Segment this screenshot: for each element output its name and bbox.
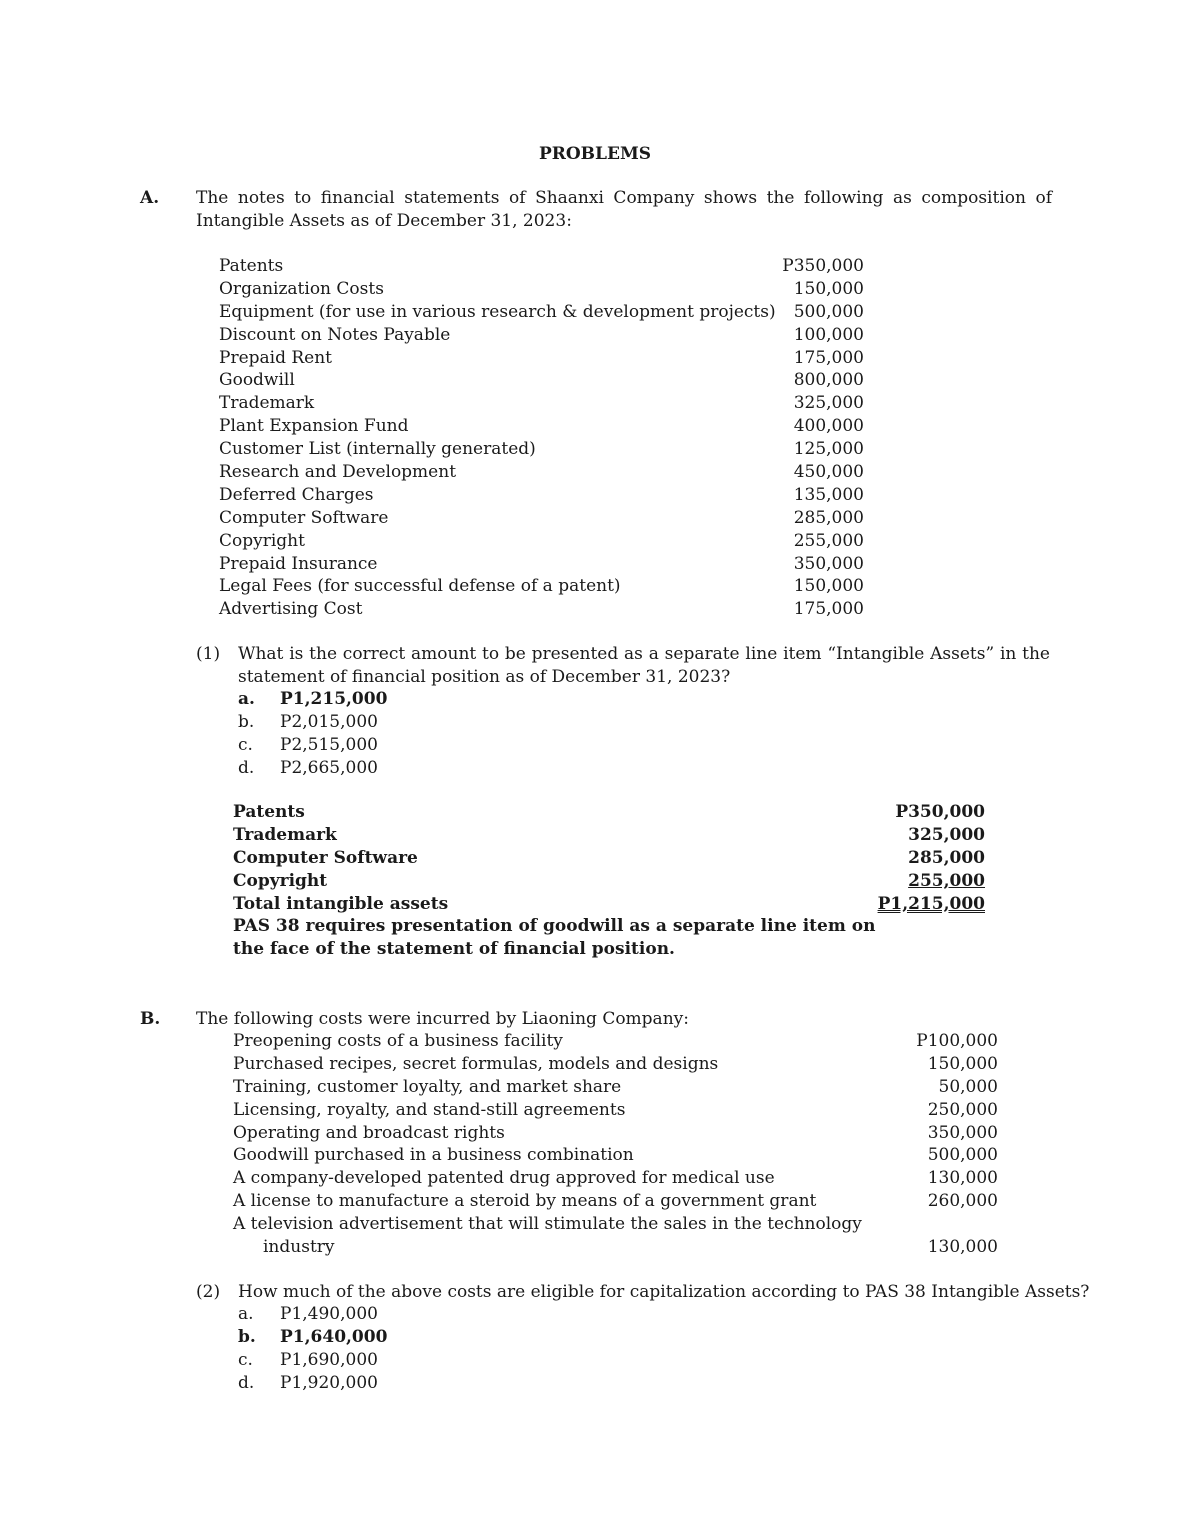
item-label: Organization Costs: [219, 278, 384, 299]
item-amount: 350,000: [927, 1122, 998, 1143]
list-item: [219, 461, 864, 484]
question-1-text: What is the correct amount to be presented as a separate line item “Intangible Assets” in the statement of financial position as of December 31, 2023?: [238, 644, 1050, 687]
list-item: [219, 415, 864, 438]
list-item: [219, 598, 864, 621]
item-label: Operating and broadcast rights: [233, 1122, 505, 1143]
list-item: [233, 1030, 998, 1053]
choice-b: b. P1,640,000: [238, 1326, 388, 1347]
item-amount: 400,000: [793, 416, 864, 437]
item-label: Copyright: [219, 530, 305, 551]
item-label: industry: [263, 1237, 335, 1258]
solution-amount: 285,000: [908, 847, 985, 868]
item-amount: P350,000: [782, 256, 864, 276]
solution-amount: P350,000: [895, 802, 985, 822]
item-label: Equipment (for use in various research & development projects): [219, 301, 776, 322]
item-label: Purchased recipes, secret formulas, models and designs: [233, 1053, 719, 1074]
solution-label: Patents: [233, 802, 305, 822]
item-amount: 285,000: [793, 507, 864, 528]
item-amount: 350,000: [793, 553, 864, 574]
choice-c: c. P1,690,000: [238, 1349, 378, 1370]
item-amount: 250,000: [927, 1099, 998, 1120]
list-item: [219, 438, 864, 461]
item-amount: 260,000: [927, 1191, 998, 1212]
list-item: [219, 369, 864, 392]
solution-label: Copyright: [233, 870, 328, 891]
item-amount: 175,000: [793, 599, 864, 620]
section-a-label: A.: [140, 188, 160, 208]
item-label: Plant Expansion Fund: [219, 416, 409, 437]
item-label: Preopening costs of a business facility: [233, 1031, 563, 1051]
item-amount: 500,000: [793, 301, 864, 322]
list-item: [233, 1076, 998, 1099]
list-item-multiline: [233, 1213, 998, 1236]
solution-table: [233, 801, 985, 961]
question-1-number: (1): [196, 644, 221, 664]
item-label: Patents: [219, 256, 284, 276]
section-a-items: [219, 255, 864, 621]
item-amount: 150,000: [793, 278, 864, 299]
solution-note-line-2: the face of the statement of financial position.: [233, 939, 675, 960]
solution-label: Trademark: [233, 824, 337, 845]
list-item: [219, 301, 864, 324]
item-amount: 500,000: [927, 1145, 998, 1166]
item-amount: P100,000: [916, 1031, 998, 1051]
solution-total-amount: P1,215,000: [877, 893, 985, 914]
item-label: Computer Software: [219, 507, 389, 528]
item-amount: 255,000: [793, 530, 864, 551]
solution-label: Total intangible assets: [233, 893, 449, 914]
section-b-items: [233, 1030, 998, 1259]
question-2-choices: [238, 1303, 387, 1395]
choice-d: d. P1,920,000: [238, 1372, 378, 1393]
item-label: Discount on Notes Payable: [219, 324, 451, 345]
item-amount: 800,000: [793, 370, 864, 391]
item-amount: 150,000: [793, 576, 864, 597]
section-b-intro: The following costs were incurred by Liaoning Company:: [196, 1009, 689, 1029]
item-label: A television advertisement that will stimulate the sales in the technology: [233, 1214, 862, 1235]
choice-a: a. P1,215,000: [238, 689, 388, 709]
list-item: [233, 1167, 998, 1190]
item-label: Trademark: [219, 393, 315, 414]
list-item: [233, 1099, 998, 1122]
page-title: PROBLEMS: [538, 144, 652, 164]
section-b-label: B.: [140, 1009, 161, 1029]
list-item: [233, 1190, 998, 1213]
item-label: Licensing, royalty, and stand-still agreements: [233, 1099, 626, 1120]
item-label: A license to manufacture a steroid by means of a government grant: [233, 1191, 817, 1212]
solution-label: Computer Software: [233, 847, 418, 868]
item-label: Prepaid Insurance: [219, 553, 378, 574]
solution-note-line-1: PAS 38 requires presentation of goodwill as a separate line item on: [233, 916, 876, 937]
list-item: [219, 255, 864, 278]
question-2-text: How much of the above costs are eligible for capitalization according to PAS 38 Intangible Assets?: [238, 1282, 1090, 1302]
list-item: [219, 278, 864, 301]
section-a-intro: The notes to financial statements of Shaanxi Company shows the following as composition of Intangible Assets as of December 31, 2023:: [196, 188, 1052, 231]
item-amount: 130,000: [927, 1168, 998, 1189]
choice-a: a. P1,490,000: [238, 1304, 378, 1324]
choice-d: d. P2,665,000: [238, 757, 378, 778]
item-amount: 135,000: [793, 484, 864, 505]
item-label: Prepaid Rent: [219, 347, 333, 368]
item-label: Customer List (internally generated): [219, 439, 536, 460]
list-item-continuation: [233, 1236, 998, 1259]
item-label: A company-developed patented drug approved for medical use: [233, 1168, 775, 1189]
solution-total-row: [233, 893, 985, 916]
list-item: [219, 553, 864, 576]
choice-b: b. P2,015,000: [238, 711, 378, 732]
choice-c: c. P2,515,000: [238, 734, 378, 755]
item-amount: 450,000: [793, 462, 864, 483]
item-label: Goodwill purchased in a business combination: [233, 1145, 634, 1166]
list-item: [219, 347, 864, 370]
list-item: [219, 530, 864, 553]
item-label: Goodwill: [219, 370, 295, 391]
list-item: [233, 1053, 998, 1076]
item-amount: 125,000: [793, 439, 864, 460]
solution-row: [233, 824, 985, 847]
solution-row: [233, 847, 985, 870]
item-amount: 325,000: [793, 393, 864, 414]
solution-amount: 325,000: [908, 824, 985, 845]
item-label: Training, customer loyalty, and market share: [233, 1076, 622, 1097]
item-amount: 130,000: [927, 1237, 998, 1258]
list-item: [219, 575, 864, 598]
item-label: Research and Development: [219, 462, 457, 483]
item-label: Deferred Charges: [219, 484, 374, 505]
item-amount: 175,000: [793, 347, 864, 368]
list-item: [219, 507, 864, 530]
list-item: [219, 392, 864, 415]
solution-row: [233, 801, 985, 824]
item-amount: 150,000: [927, 1053, 998, 1074]
solution-amount: 255,000: [908, 870, 985, 891]
item-amount: 100,000: [793, 324, 864, 345]
question-2-number: (2): [196, 1282, 221, 1302]
list-item: [219, 324, 864, 347]
list-item: [219, 484, 864, 507]
list-item: [233, 1144, 998, 1167]
item-label: Legal Fees (for successful defense of a patent): [219, 576, 621, 597]
item-label: Advertising Cost: [219, 599, 363, 620]
item-amount: 50,000: [938, 1076, 998, 1097]
list-item: [233, 1122, 998, 1145]
solution-row: [233, 870, 985, 893]
question-1-choices: [238, 688, 387, 780]
